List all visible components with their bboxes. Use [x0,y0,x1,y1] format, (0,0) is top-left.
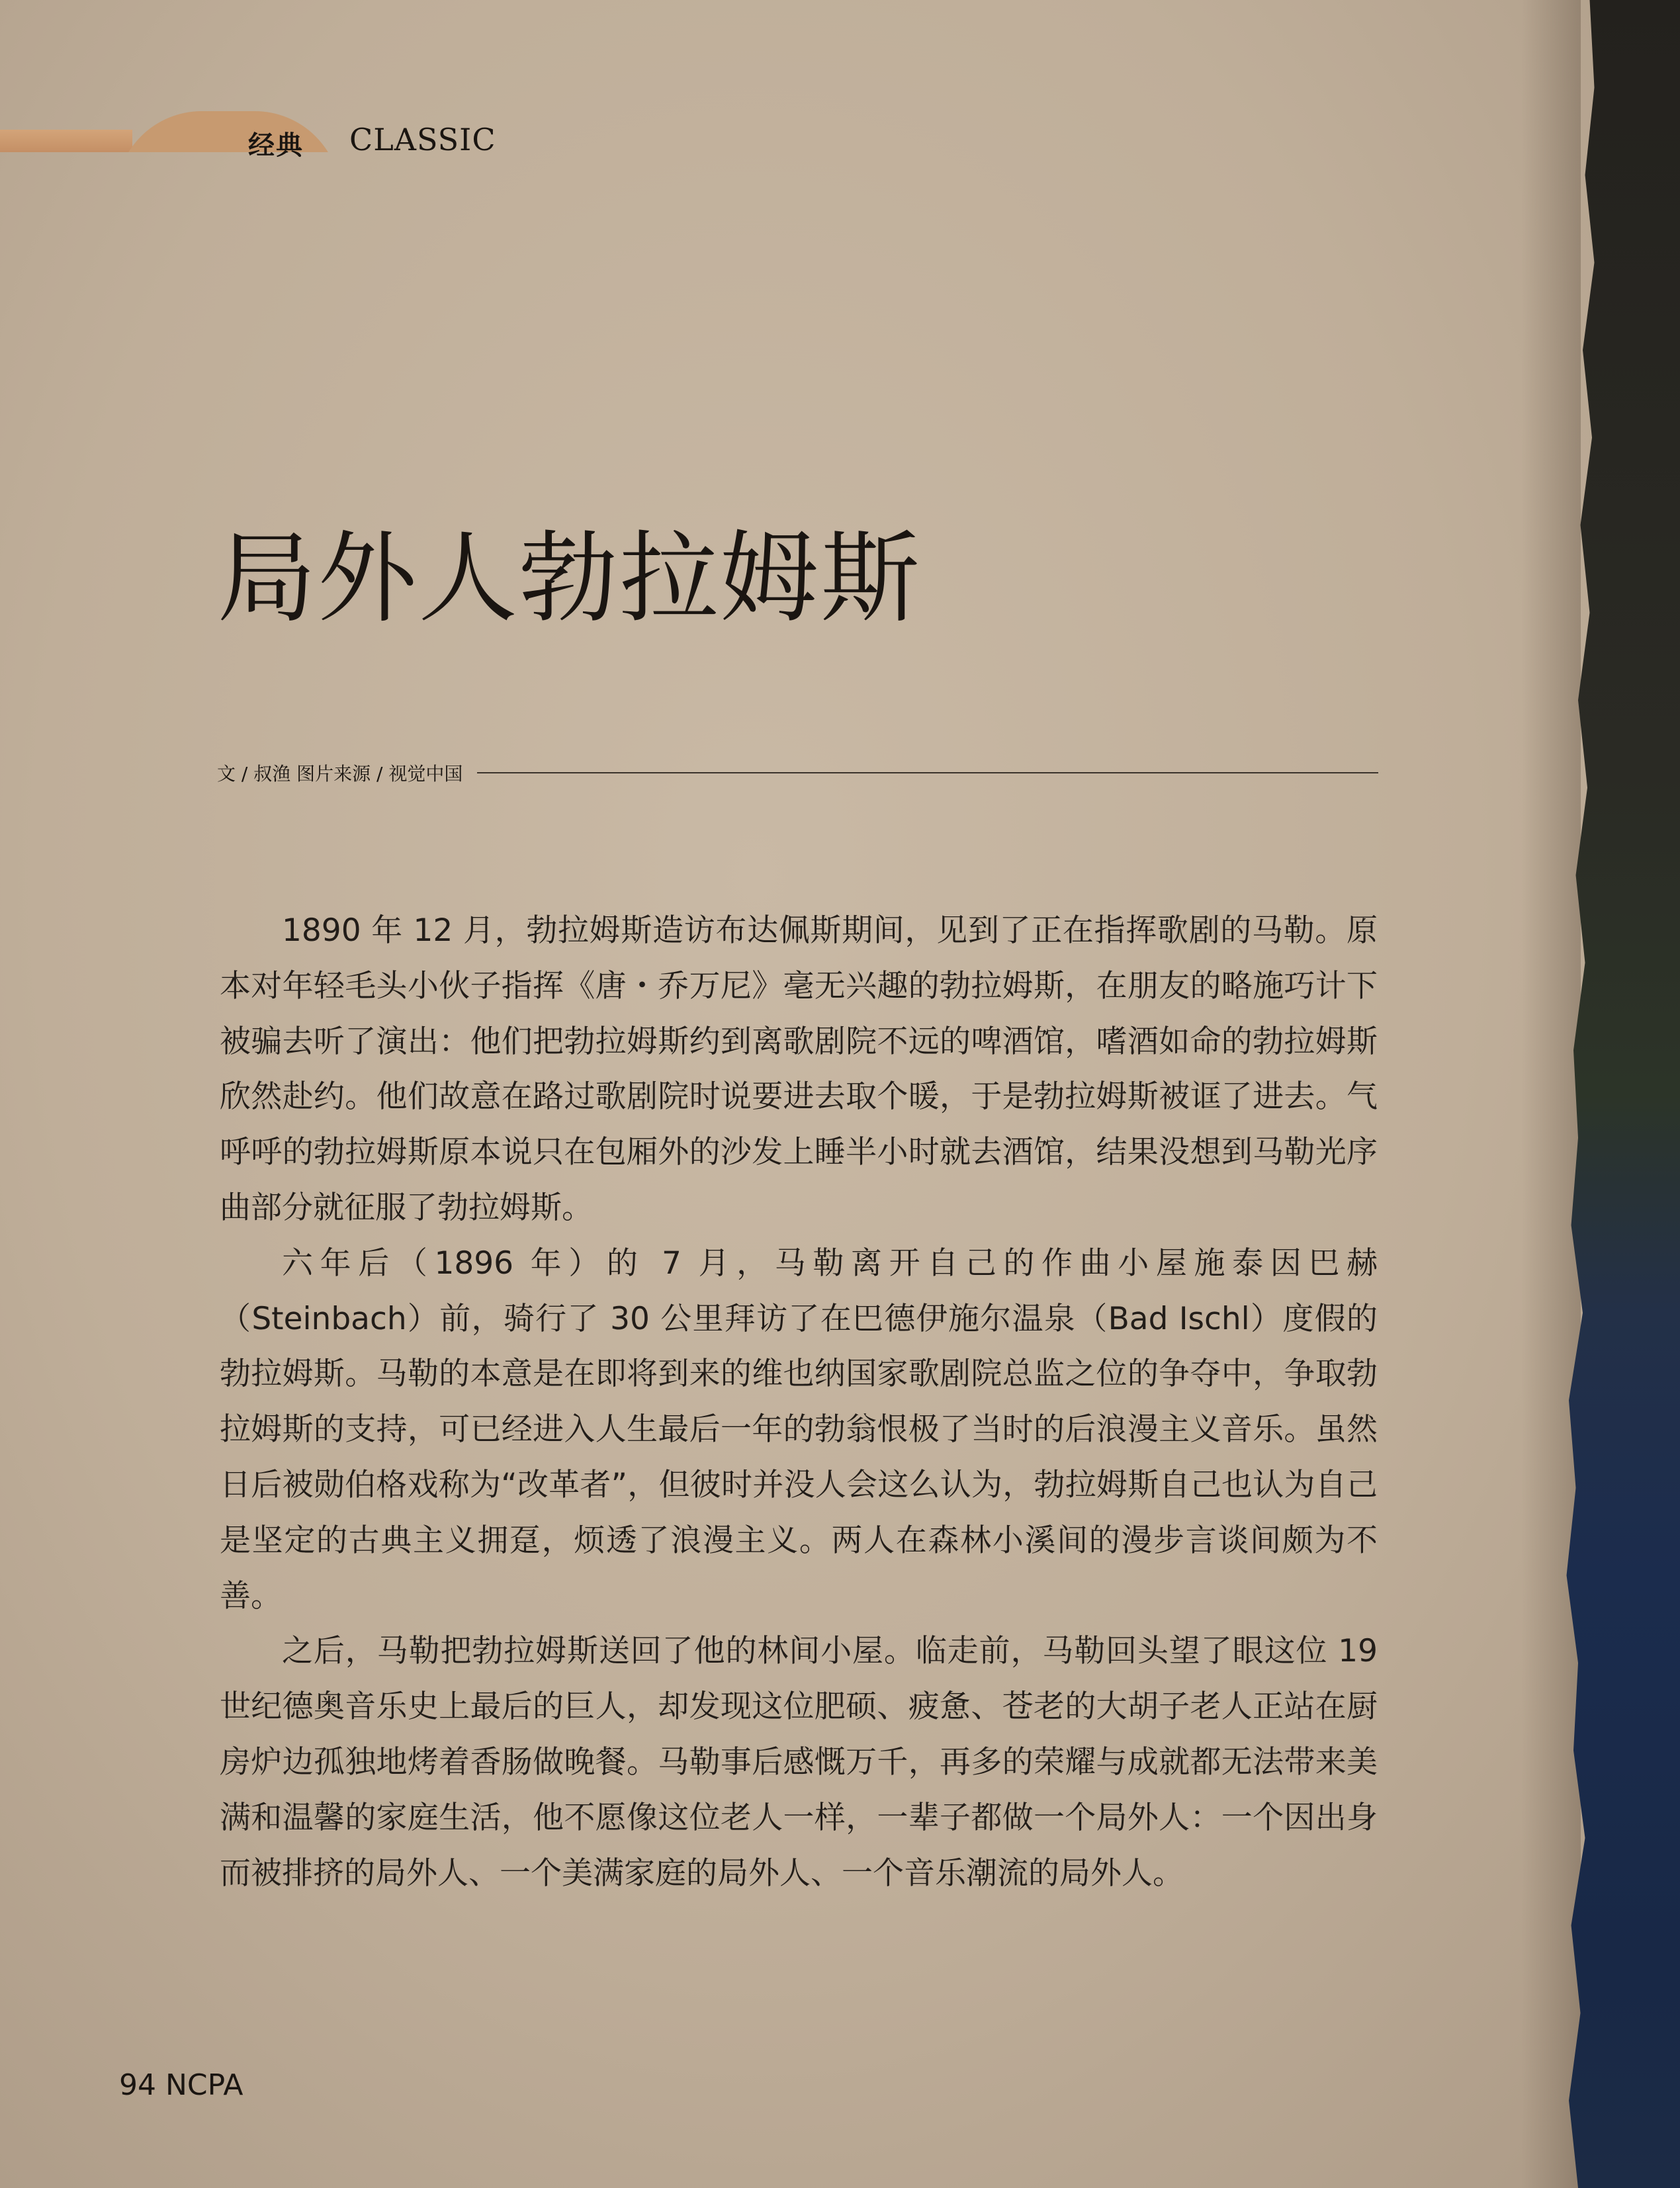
article-body [220,903,1378,1901]
section-accent-bar [0,130,132,152]
body-paragraph-3: 之后，马勒把勃拉姆斯送回了他的林间小屋。临走前，马勒回头望了眼这位 19 世纪德奥音乐史上最后的巨人，却发现这位肥硕、疲惫、苍老的大胡子老人正站在厨房炉边孤独地烤着香肠做晚餐。马勒事后感慨万千，再多的荣耀与成就都无法带来美满和温馨的家庭生活，他不愿像这位老人一样，一辈子都做一个局外人：一个因出身而被排挤的局外人、一个美满家庭的局外人、一个音乐潮流的局外人。 [220,1633,1378,1892]
section-label-cn: 经典 [248,130,304,161]
paper-edge-shadow [1521,0,1581,2188]
article-title: 局外人勃拉姆斯 [217,521,922,636]
section-label-en: CLASSIC [349,122,496,157]
page-folio: 94 NCPA [119,2068,243,2102]
body-paragraph-2: 六年后（1896 年）的 7 月，马勒离开自己的作曲小屋施泰因巴赫（Steinbach）前，骑行了 30 公里拜访了在巴德伊施尔温泉（Bad Ischl）度假的勃拉姆斯。马勒的本意是在即将到来的维也纳国家歌剧院总监之位的争夺中，争取勃拉姆斯的支持，可已经进入人生最后一年的勃翁恨极了当时的后浪漫主义音乐。虽然日后被勋伯格戏称为“改革者”，但彼时并没人会这么认为，勃拉姆斯自己也认为自己是坚定的古典主义拥趸，烦透了浪漫主义。两人在森林小溪间的漫步言谈间颇为不善。 [220,1245,1378,1614]
byline-row [217,760,1378,786]
byline: 文 / 叔渔 图片来源 / 视觉中国 [217,763,463,785]
section-accent-arc [116,111,341,197]
body-paragraph-1: 1890 年 12 月，勃拉姆斯造访布达佩斯期间，见到了正在指挥歌剧的马勒。原本对年轻毛头小伙子指挥《唐・乔万尼》毫无兴趣的勃拉姆斯，在朋友的略施巧计下被骗去听了演出：他们把勃拉姆斯约到离歌剧院不远的啤酒馆，嗜酒如命的勃拉姆斯欣然赴约。他们故意在路过歌剧院时说要进去取个暖，于是勃拉姆斯被诓了进去。气呼呼的勃拉姆斯原本说只在包厢外的沙发上睡半小时就去酒馆，结果没想到马勒光序曲部分就征服了勃拉姆斯。 [220,912,1378,1226]
byline-rule [477,772,1378,773]
painted-edge-image [1564,0,1680,2188]
